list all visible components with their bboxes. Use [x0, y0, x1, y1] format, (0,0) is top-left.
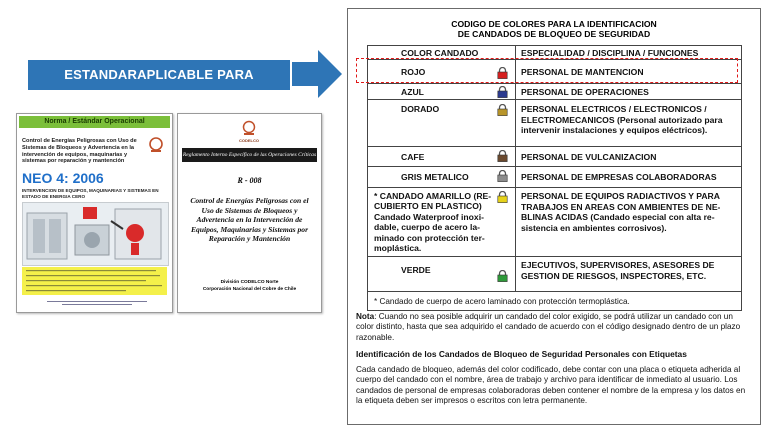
- document-title-line1: CODIGO DE COLORES PARA LA IDENTIFICACION: [451, 19, 657, 29]
- section-heading: Identificación de los Candados de Bloqueo de Seguridad Personales con Etiquetas: [356, 349, 687, 359]
- label-paragraph: Cada candado de bloqueo, además del color codificado, debe contar con una placa o etiqueta adherida al cuerpo del candado con el nombre, área de trabajo y archivo para identificar de inmediato al usuario. Los candados de personal de empresas colaboradoras deben contener el nombre de la empresa y los datos en la etiqueta deben ser impresos o escritos con letra permanente.: [356, 365, 746, 405]
- codelco-logo-icon: [147, 136, 165, 154]
- note-text: : Cuando no sea posible adquirir un candado del color exigido, se podrá utilizar un candado con un color distinto, hasta que sea adquirido el candado de acuerdo con el código designado dentro de un plazo razonable.: [356, 312, 741, 342]
- brown-lock-icon: [497, 150, 508, 162]
- row-function-gris: PERSONAL DE EMPRESAS COLABORADORAS: [521, 172, 717, 182]
- row-color-gris: GRIS METALICO: [401, 172, 469, 182]
- cover-band: Norma / Estándar Operacional: [19, 116, 170, 128]
- row-function-cafe: PERSONAL DE VULCANIZACION: [521, 152, 657, 162]
- division-name: División CODELCO Norte: [220, 280, 279, 285]
- gray-lock-icon: [497, 170, 508, 182]
- cover-notice-box: [22, 267, 167, 295]
- table-row-divider: [368, 256, 741, 257]
- regulation-bar: Reglamento Interno Específico de las Operaciones Críticas: [182, 148, 317, 162]
- regulation-cover: [177, 113, 322, 313]
- cover-title: Control de Energías Peligrosas con Uso de Sistemas de Bloqueos y Advertencia en la intervención de equipos, maquinarias y sistemas por reparación y mantención: [22, 138, 137, 165]
- note-label: Nota: [356, 312, 375, 321]
- codelco-logo-icon: [241, 120, 257, 136]
- row-function-verde: EJECUTIVOS, SUPERVISORES, ASESORES DE GESTION DE RIESGOS, INSPECTORES, ETC.: [521, 260, 715, 281]
- table-footnote: * Candado de cuerpo de acero laminado con protección termoplástica.: [374, 297, 630, 306]
- neo-code: NEO 4: 2006: [22, 170, 104, 186]
- highlight-box: [356, 58, 738, 83]
- color-code-table: [367, 45, 742, 311]
- note-paragraph: [356, 312, 752, 343]
- corporation-name: Corporación Nacional del Cobre de Chile: [202, 287, 297, 292]
- table-row-divider: [368, 83, 741, 84]
- row-function-azul: PERSONAL DE OPERACIONES: [521, 87, 649, 97]
- standard-banner: ESTANDARAPLICABLE PARA MANTENCIÓN: [28, 60, 290, 90]
- yellow-lock-icon: [497, 191, 508, 203]
- regulation-code: R - 008: [237, 176, 262, 185]
- row-function-dorado: PERSONAL ELECTRICOS / ELECTRONICOS / ELECTROMECANICOS (Personal autorizado para intervenir instalaciones y equipos eléctricos).: [521, 104, 723, 136]
- row-color-azul: AZUL: [401, 87, 424, 97]
- row-color-dorado: DORADO: [401, 104, 440, 114]
- neo-standard-cover: [16, 113, 173, 313]
- header-function: ESPECIALIDAD / DISCIPLINA / FUNCIONES: [521, 48, 699, 58]
- document-title-line2: DE CANDADOS DE BLOQUEO DE SEGURIDAD: [457, 29, 651, 39]
- row-function-rojo: PERSONAL DE MANTENCION: [521, 67, 644, 77]
- gold-lock-icon: [497, 104, 508, 116]
- blue-lock-icon: [497, 86, 508, 98]
- table-row-divider: [368, 187, 741, 188]
- header-color: COLOR CANDADO: [401, 48, 479, 58]
- green-lock-icon: [497, 270, 508, 282]
- cover-subtitle: INTERVENCION DE EQUIPOS, MAQUINARIAS Y SISTEMAS EN ESTADO DE ENERGIA CERO: [22, 188, 159, 199]
- row-color-cafe: CAFE: [401, 152, 425, 162]
- table-row-divider: [368, 146, 741, 147]
- row-color-rojo: ROJO: [401, 67, 426, 77]
- row-color-amarillo: * CANDADO AMARILLO (RE- CUBIERTO EN PLASTICO) Candado Waterproof inoxi- dable, cuerpo de acero la- minado con protección ter- moplástica.: [374, 191, 492, 254]
- table-row-divider: [368, 291, 741, 292]
- cover-footer-lines: [37, 300, 157, 306]
- arrow-right-icon: [292, 50, 342, 98]
- table-row-divider: [368, 99, 741, 100]
- row-color-verde: VERDE: [401, 265, 431, 275]
- table-row-divider: [368, 166, 741, 167]
- row-function-amarillo: PERSONAL DE EQUIPOS RADIACTIVOS Y PARA TRABAJOS EN AREAS CON AMBIENTES DE NE- BLINAS ACIDAS (Candado especial con alta re- sistencia en ambientes corrosivos).: [521, 191, 721, 233]
- regulation-title: Control de Energías Peligrosas con el Uso de Sistemas de Bloqueos y Advertencia en la Intervención de Equipos, Maquinarias y Sistemas por Reparación y Mantención: [190, 196, 309, 244]
- logo-text: CODELCO: [239, 138, 259, 143]
- equipment-illustration: [22, 202, 169, 266]
